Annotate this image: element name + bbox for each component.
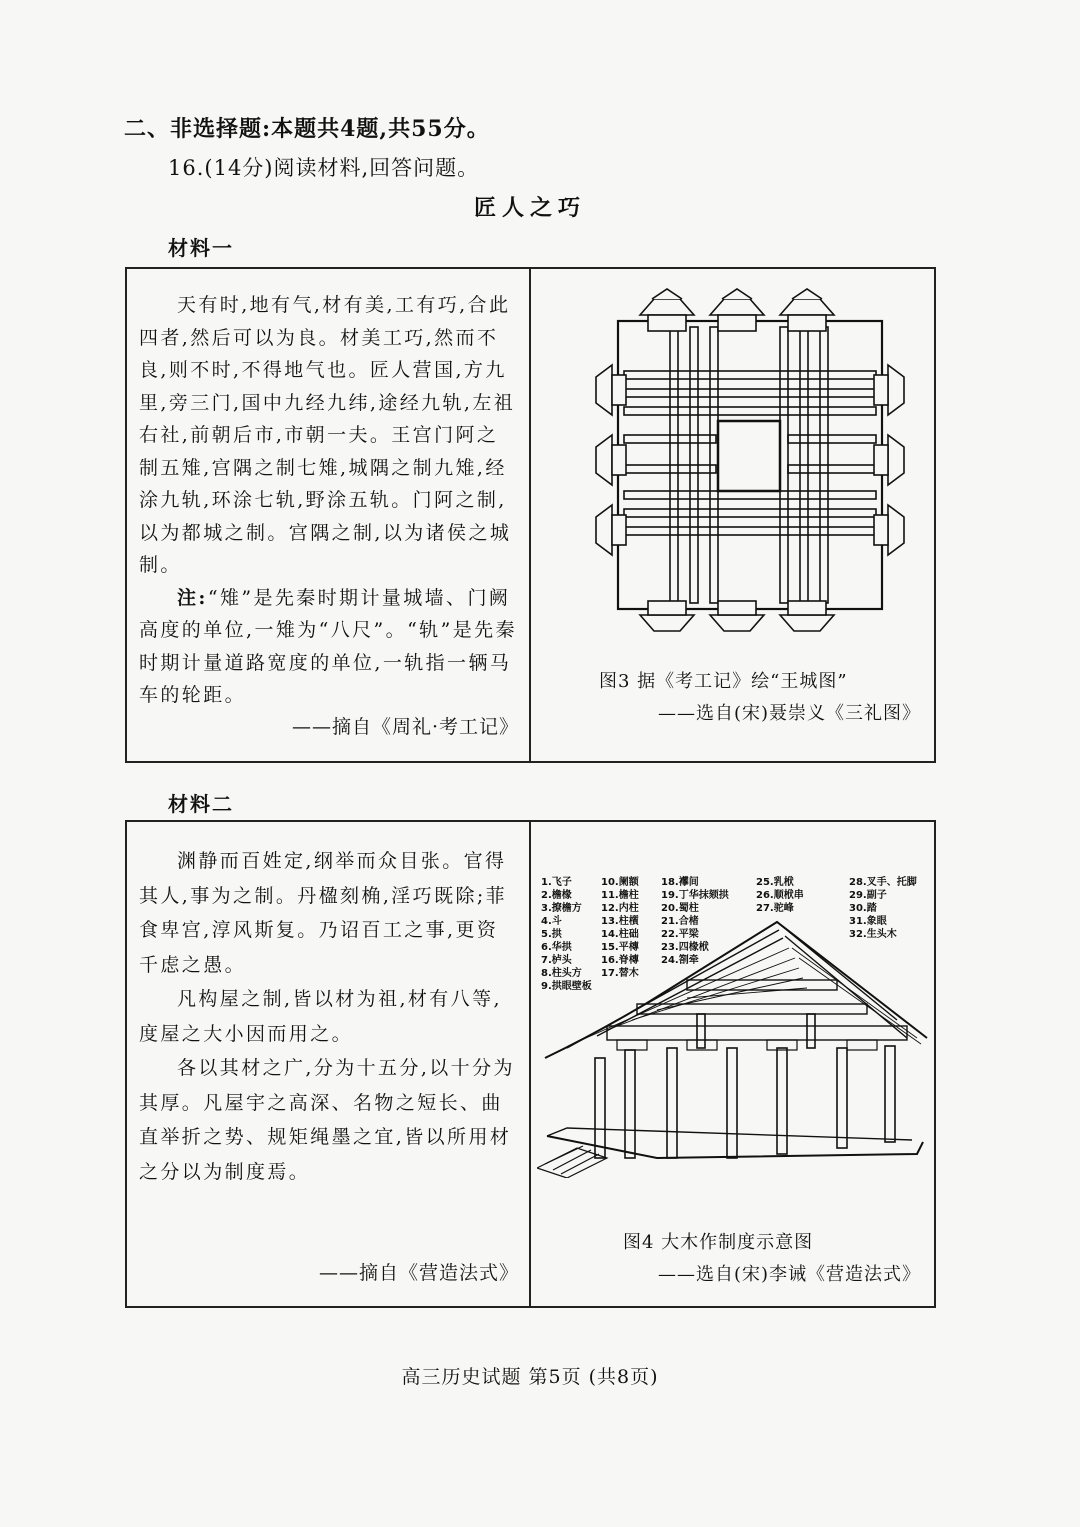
legend-item: 22.平梁 <box>661 929 699 940</box>
figure3-source: ——选自(宋)聂崇义《三礼图》 <box>657 703 921 724</box>
material2-paragraph-2: 凡构屋之制,皆以材为祖,材有八等,度屋之大小因而用之。 <box>139 988 502 1045</box>
stairs <box>537 1146 607 1178</box>
legend-item: 15.平槫 <box>601 942 639 953</box>
legend-item: 6.华拱 <box>541 942 572 953</box>
legend-item: 14.柱础 <box>601 929 639 940</box>
column <box>595 1058 605 1158</box>
legend-item: 30.踏 <box>849 903 877 914</box>
note-label: 注: <box>177 586 208 609</box>
material2-text <box>139 844 519 1189</box>
legend-item: 9.拱眼壁板 <box>541 981 592 992</box>
material2-paragraph-1: 渊静而百姓定,纲举而众目张。官得其人,事为之制。丹楹刻桷,淫巧既除;菲食卑宫,淳风斯复。乃诏百工之事,更资千虑之愚。 <box>139 850 508 976</box>
legend-item: 1.飞子 <box>541 877 572 888</box>
legend-item: 20.蜀柱 <box>661 903 699 914</box>
material1-box <box>125 267 936 763</box>
legend-item: 19.丁华抹颏拱 <box>661 890 729 901</box>
legend-item: 2.檐椽 <box>541 890 572 901</box>
material2-source: ——摘自《营造法式》 <box>318 1262 519 1284</box>
note-text: “雉”是先秦时期计量城墙、门阙高度的单位,一雉为“八尺”。“轨”是先秦时期计量道路宽度的单位,一轨指一辆马车的轮距。 <box>139 586 517 706</box>
legend-item: 25.乳栿 <box>756 877 794 888</box>
legend-item: 17.替木 <box>601 968 639 979</box>
legend-item: 28.叉手、托脚 <box>849 877 917 888</box>
legend-item: 24.劄牵 <box>661 955 699 966</box>
legend-item: 26.顺栿串 <box>756 890 804 901</box>
page-footer: 高三历史试题 第5页 (共8页) <box>401 1366 659 1388</box>
legend-item: 8.柱头方 <box>541 968 582 979</box>
figure4-source: ——选自(宋)李诫《营造法式》 <box>657 1264 921 1285</box>
legend-item: 21.合楮 <box>661 916 699 927</box>
topic-title: 匠人之巧 <box>473 195 586 221</box>
legend-item: 29.副子 <box>849 890 887 901</box>
legend-item: 7.栌头 <box>541 955 572 966</box>
wangcheng-plan-figure <box>582 285 918 645</box>
legend-item: 16.脊槫 <box>601 955 639 966</box>
palace-square <box>718 421 780 491</box>
material2-box <box>125 820 936 1308</box>
material1-paragraph: 天有时,地有气,材有美,工有巧,合此四者,然后可以为良。材美工巧,然而不良,则不时,不得地气也。匠人营国,方九里,旁三门,国中九经九纬,途经九轨,左祖右社,前朝后市,市朝一夫。王宫门阿之制五雉,宫隅之制七雉,城隅之制九雉,经涂九轨,环涂七轨,野涂五轨。门阿之制,以为都城之制。宫隅之制,以为诸侯之城制。 <box>139 294 516 576</box>
material1-text <box>139 289 519 712</box>
top-gates <box>640 289 834 331</box>
legend-item: 4.斗 <box>541 916 562 927</box>
legend-item: 31.象眼 <box>849 916 887 927</box>
material2-paragraph-3: 各以其材之广,分为十五分,以十分为其厚。凡屋宇之高深、名物之短长、曲直举折之势、规矩绳墨之宜,皆以所用材之分以为制度焉。 <box>139 1057 515 1183</box>
platform <box>547 1136 923 1158</box>
timber-structure-figure <box>537 908 932 1178</box>
material2-label: 材料二 <box>168 792 234 816</box>
right-gates <box>874 365 904 555</box>
material2-divider <box>529 822 531 1306</box>
legend-item: 13.柱櫍 <box>601 916 639 927</box>
legend-item: 10.阑额 <box>601 877 639 888</box>
bottom-gates <box>640 601 834 631</box>
material1-source: ——摘自《周礼·考工记》 <box>291 716 519 738</box>
material1-note <box>139 582 519 712</box>
main-beam <box>607 1026 907 1040</box>
material1-label: 材料一 <box>168 236 234 260</box>
question-prompt: 16.(14分)阅读材料,回答问题。 <box>168 156 480 180</box>
legend-item: 18.襻间 <box>661 877 699 888</box>
left-gates <box>596 365 626 555</box>
legend-item: 27.驼峰 <box>756 903 794 914</box>
figure3-caption: 图3 据《考工记》绘“王城图” <box>599 671 848 692</box>
figure4-caption: 图4 大木作制度示意图 <box>623 1232 814 1253</box>
legend-item: 23.四椽栿 <box>661 942 709 953</box>
legend-item: 5.拱 <box>541 929 562 940</box>
legend-item: 11.檐柱 <box>601 890 639 901</box>
material1-divider <box>529 269 531 761</box>
legend-item: 32.生头木 <box>849 929 897 940</box>
legend-item: 12.内柱 <box>601 903 639 914</box>
legend-item: 3.撩檐方 <box>541 903 582 914</box>
section-heading: 二、非选择题:本题共4题,共55分。 <box>124 116 490 142</box>
